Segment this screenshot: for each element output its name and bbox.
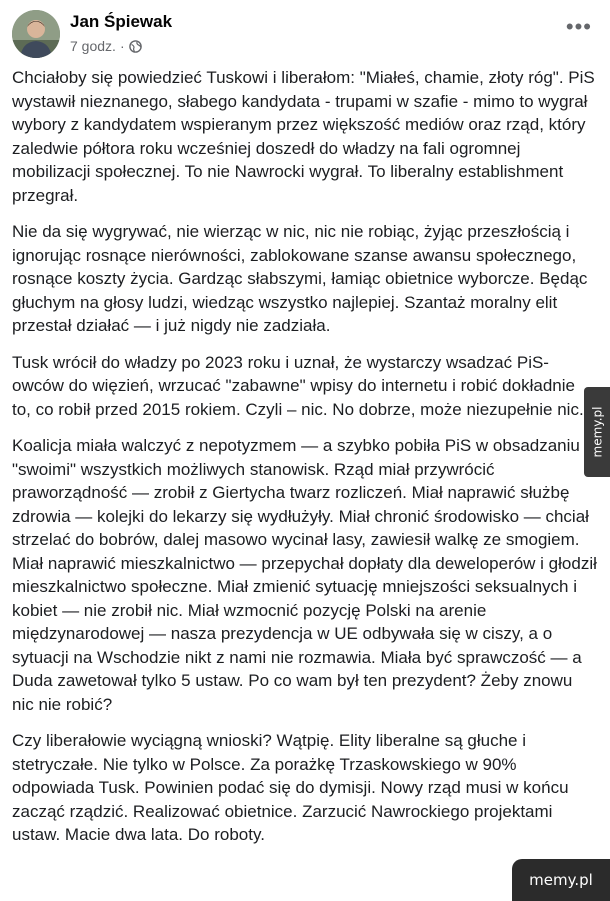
more-options-icon[interactable]: ••• — [565, 14, 592, 39]
corner-watermark: memy.pl — [512, 859, 610, 901]
post-meta — [70, 38, 142, 54]
post-body — [12, 66, 598, 847]
side-watermark — [584, 387, 610, 477]
post-paragraph: Tusk wrócił do władzy po 2023 roku i uznał, że wystarczy wsadzać PiS-owców do więzień, wrzucać "zabawne" wpisy do internetu i robić dokładnie to, co robił przed 2015 rokiem. Czyli – nic. No dobrze, może niezupełnie nic. — [12, 352, 584, 419]
post-header — [12, 8, 598, 64]
author-name[interactable]: Jan Śpiewak — [70, 12, 173, 31]
post-paragraph: Czy liberałowie wyciągną wnioski? Wątpię. Elity liberalne są głuche i stetryczałe. Nie tylko w Polsce. Za porażkę Trzaskowskiego w 90% odpowiada Tusk. Powinien podać się do dymisji. Nowy rząd musi w końcu zacząć rządzić. Realizować obietnice. Zarzucić Nawrockiego projektami ustaw. Macie dwa lata. Do roboty. — [12, 731, 569, 844]
globe-icon — [129, 40, 142, 53]
post-time[interactable]: 7 godz. — [70, 38, 116, 54]
post-paragraph: Koalicja miała walczyć z nepotyzmem — a szybko pobiła PiS w obsadzaniu "swoimi" wszystkich możliwych stanowisk. Rząd miał przywrócić praworządność — zrobił z Giertycha twarz rozliczeń. Miał naprawić służbę zdrowia — kolejki do lekarzy się wydłużyły. Miał chronić środowisko — chciał strzelać do bobrów, dalej masowo wycinał lasy, zawiesił walkę ze smogiem. Miał naprawić mieszkalnictwo — przepychał dopłaty dla deweloperów i głodził mieszkalnictwo społeczne. Miał zmienić sytuację mniejszości seksualnych i kobiet — nie zrobił nic. Miał wzmocnić pozycję Polski na arenie międzynarodowej — nasza prezydencja w UE odbywała się w ciszy, a o sytuacji na Wschodzie nikt z nami nie rozmawia. Miała być sprawczość — a Duda zawetował tylko 5 ustaw. Po co wam był ten prezydent? Żeby znowu nic nie robić? — [12, 436, 597, 714]
avatar[interactable] — [12, 10, 60, 58]
meta-separator: · — [119, 38, 125, 54]
side-watermark-text: memy.pl — [590, 406, 605, 458]
post-paragraph: Nie da się wygrywać, nie wierząc w nic, nic nie robiąc, żyjąc przeszłością i ignorując rosnące nierówności, zablokowane szanse awansu społecznego, rosnące koszty życia. Gardząc słabszymi, łamiąc obietnice wyborcze. Będąc głuchym na głosy ludzi, wiedząc wszystko najlepiej. Szantaż moralny elit przestał działać — i już nigdy nie zadziała. — [12, 222, 588, 335]
post-paragraph: Chciałoby się powiedzieć Tuskowi i liberałom: "Miałeś, chamie, złoty róg". PiS wystawił nieznanego, słabego kandydata - trupami w szafie - mimo to wygrał wybory z kandydatem wspieranym przez większość mediów oraz rząd, który zaledwie półtora roku wcześniej doszedł do władzy na fali ogromnej mobilizacji społecznej. To nie Nawrocki wygrał. To liberalny establishment przegrał. — [12, 68, 595, 205]
